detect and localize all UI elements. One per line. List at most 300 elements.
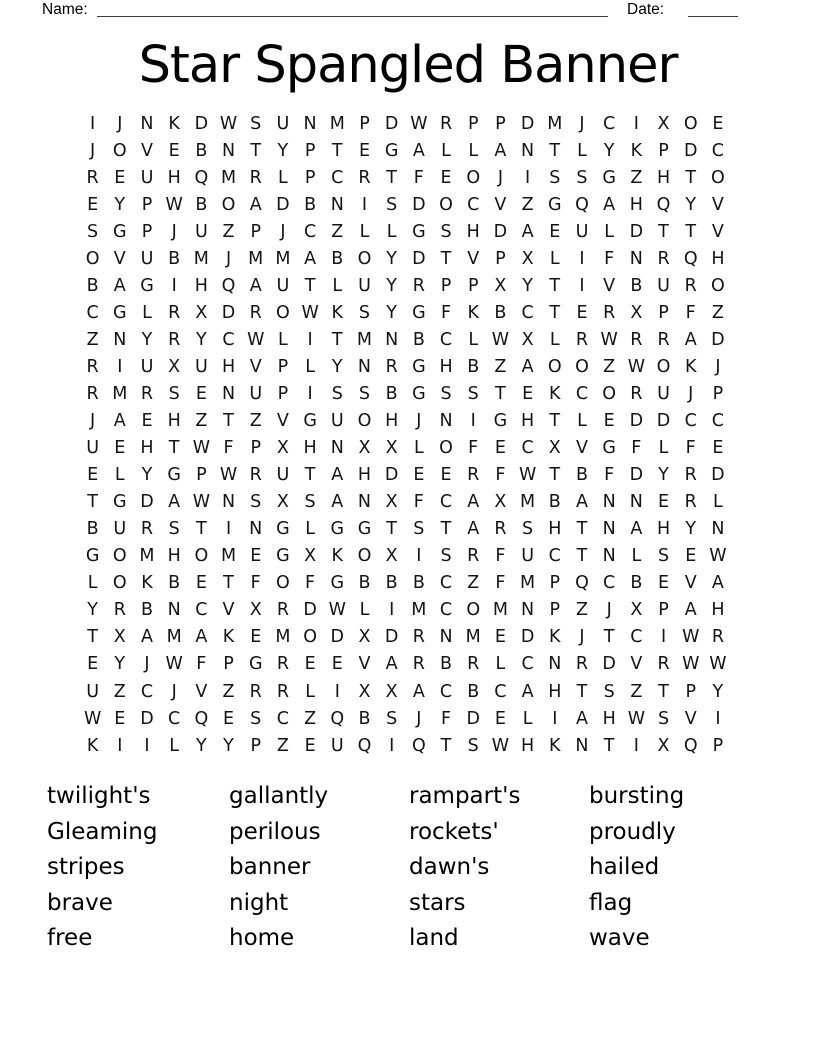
grid-cell: N (521, 140, 535, 161)
grid-cell: F (685, 438, 696, 459)
grid-cell: A (113, 275, 126, 296)
grid-cell: L (549, 248, 560, 269)
date-field-line[interactable] (688, 16, 738, 17)
word-list-item: perilous (229, 818, 321, 845)
grid-cell: W (410, 113, 428, 134)
grid-cell: A (630, 519, 643, 540)
grid-cell: S (304, 492, 316, 513)
grid-cell: H (548, 519, 562, 540)
grid-cell: C (195, 600, 208, 621)
grid-cell: R (684, 492, 697, 513)
page-title: Star Spangled Banner (138, 36, 678, 95)
word-list-item: dawn's (409, 854, 490, 881)
grid-cell: L (169, 735, 180, 756)
grid-cell: T (440, 248, 452, 269)
grid-cell: S (413, 519, 425, 540)
grid-cell: U (657, 383, 670, 404)
grid-cell: W (709, 546, 727, 567)
grid-cell: B (467, 356, 480, 377)
grid-cell: K (549, 735, 561, 756)
grid-cell: V (140, 140, 153, 161)
grid-cell: K (331, 302, 344, 323)
grid-cell: P (549, 600, 561, 621)
grid-cell: R (439, 113, 453, 134)
grid-cell: N (303, 113, 317, 134)
grid-cell: D (520, 627, 535, 648)
grid-cell: F (250, 573, 261, 594)
grid-cell: R (575, 654, 589, 675)
grid-cell: H (548, 681, 562, 702)
grid-cell: S (168, 519, 180, 540)
grid-cell: J (171, 681, 177, 702)
name-field-line[interactable] (97, 16, 608, 17)
grid-cell: K (86, 735, 99, 756)
grid-cell: P (658, 302, 669, 323)
grid-cell: Y (386, 248, 397, 269)
grid-cell: X (249, 600, 262, 621)
grid-cell: W (328, 600, 346, 621)
grid-cell: M (547, 113, 563, 134)
grid-cell: W (165, 194, 183, 215)
grid-cell: T (386, 167, 397, 188)
word-list-column-1 (47, 779, 157, 957)
grid-cell: G (85, 546, 100, 567)
grid-cell: G (412, 356, 426, 377)
grid-cell: T (658, 681, 669, 702)
grid-cell: Z (630, 681, 643, 702)
grid-cell: C (331, 167, 344, 188)
grid-cell: V (113, 248, 126, 269)
grid-cell: F (468, 438, 479, 459)
grid-cell: L (278, 167, 288, 188)
grid-cell: P (304, 140, 316, 161)
grid-cell: M (465, 627, 481, 648)
grid-cell: M (220, 167, 237, 188)
grid-cell: O (112, 140, 127, 161)
grid-cell: H (194, 275, 208, 296)
grid-cell: T (549, 275, 561, 296)
grid-cell: N (629, 248, 643, 269)
grid-cell: D (520, 113, 535, 134)
grid-cell: W (165, 654, 183, 675)
grid-cell: X (657, 113, 670, 134)
grid-cell: I (334, 681, 340, 702)
grid-cell: R (711, 627, 724, 648)
grid-cell: P (141, 194, 153, 215)
grid-cell: W (627, 356, 645, 377)
grid-cell: R (412, 627, 425, 648)
grid-cell: U (194, 356, 208, 377)
grid-cell: J (90, 411, 96, 432)
grid-cell: R (249, 302, 262, 323)
grid-cell: O (439, 194, 453, 215)
grid-cell: K (168, 113, 180, 134)
grid-cell: K (549, 383, 561, 404)
grid-cell: C (521, 654, 534, 675)
grid-cell: A (249, 194, 262, 215)
grid-cell: W (518, 465, 537, 486)
grid-cell: W (219, 113, 238, 134)
grid-cell: S (467, 383, 479, 404)
word-list-item: banner (229, 854, 311, 881)
grid-cell: K (331, 546, 344, 567)
grid-cell: P (685, 681, 696, 702)
grid-cell: U (276, 113, 290, 134)
grid-cell: Z (467, 573, 480, 594)
grid-cell: I (307, 329, 313, 350)
grid-cell: L (577, 140, 587, 161)
grid-cell: Z (86, 329, 99, 350)
grid-cell: D (412, 194, 426, 215)
grid-cell: B (140, 600, 153, 621)
grid-cell: Z (521, 194, 534, 215)
grid-cell: P (223, 654, 234, 675)
grid-cell: A (195, 627, 208, 648)
grid-cell: P (712, 383, 724, 404)
grid-cell: L (305, 519, 315, 540)
grid-cell: R (603, 302, 616, 323)
grid-cell: M (193, 248, 209, 269)
grid-cell: E (168, 140, 180, 161)
grid-cell: W (600, 329, 618, 350)
grid-cell: S (331, 383, 343, 404)
grid-cell: X (358, 627, 371, 648)
grid-cell: Z (222, 681, 235, 702)
grid-cell: A (711, 573, 724, 594)
grid-cell: X (276, 438, 289, 459)
grid-cell: H (167, 546, 181, 567)
word-list-item: flag (589, 889, 633, 916)
grid-cell: T (603, 735, 615, 756)
grid-cell: E (494, 627, 506, 648)
grid-cell: S (657, 708, 670, 729)
grid-cell: S (358, 302, 371, 323)
grid-cell: W (219, 465, 238, 486)
grid-cell: N (439, 411, 453, 432)
grid-cell: G (412, 221, 426, 242)
grid-cell: I (552, 708, 558, 729)
grid-cell: R (249, 167, 262, 188)
grid-cell: Q (683, 248, 698, 269)
grid-cell: N (140, 113, 154, 134)
grid-cell: D (140, 708, 154, 729)
grid-cell: O (439, 438, 453, 459)
grid-cell: D (629, 221, 644, 242)
grid-cell: W (491, 329, 510, 350)
grid-cell: U (330, 735, 344, 756)
grid-cell: X (385, 492, 398, 513)
grid-cell: Q (221, 275, 236, 296)
grid-cell: W (192, 438, 210, 459)
grid-cell: Q (411, 735, 426, 756)
grid-cell: W (247, 329, 265, 350)
grid-cell: A (249, 275, 262, 296)
grid-cell: A (684, 329, 697, 350)
grid-cell: E (114, 167, 126, 188)
grid-cell: W (83, 708, 102, 729)
grid-cell: Z (276, 735, 289, 756)
grid-cell: U (140, 356, 154, 377)
grid-cell: S (440, 383, 452, 404)
grid-cell: C (603, 573, 616, 594)
grid-cell: L (658, 438, 669, 459)
grid-cell: T (549, 302, 561, 323)
grid-cell: B (385, 573, 398, 594)
grid-cell: K (467, 302, 479, 323)
grid-cell: E (658, 492, 670, 513)
grid-cell: C (303, 221, 317, 242)
grid-cell: T (549, 411, 561, 432)
grid-cell: R (249, 465, 262, 486)
grid-cell: R (657, 248, 670, 269)
grid-cell: O (221, 194, 236, 215)
grid-cell: R (276, 654, 289, 675)
grid-cell: E (494, 438, 506, 459)
grid-cell: F (305, 573, 316, 594)
grid-cell: D (629, 465, 644, 486)
grid-cell: U (276, 275, 290, 296)
grid-cell: P (250, 735, 261, 756)
name-label: Name: (42, 1, 88, 18)
grid-cell: E (141, 411, 153, 432)
grid-cell: M (411, 600, 427, 621)
grid-cell: G (412, 302, 426, 323)
grid-cell: G (602, 167, 616, 188)
grid-cell: A (575, 492, 588, 513)
grid-cell: R (412, 654, 425, 675)
grid-cell: R (168, 329, 181, 350)
word-list-item: night (229, 889, 289, 916)
grid-cell: C (140, 681, 154, 702)
grid-cell: I (633, 735, 639, 756)
grid-cell: N (221, 140, 236, 161)
grid-cell: N (575, 735, 589, 756)
grid-cell: O (85, 248, 100, 269)
grid-cell: G (493, 411, 508, 432)
grid-cell: G (140, 275, 154, 296)
grid-cell: V (630, 654, 643, 675)
grid-cell: R (494, 519, 507, 540)
grid-cell: L (359, 221, 370, 242)
grid-cell: E (250, 627, 262, 648)
grid-cell: Y (685, 519, 697, 540)
grid-cell: J (715, 356, 721, 377)
grid-cell: E (331, 654, 343, 675)
grid-cell: H (167, 167, 181, 188)
grid-cell: B (331, 248, 344, 269)
grid-cell: T (549, 465, 561, 486)
grid-cell: I (579, 248, 585, 269)
grid-cell: R (113, 600, 126, 621)
grid-cell: R (86, 383, 99, 404)
grid-cell: S (250, 708, 262, 729)
grid-cell: X (385, 546, 398, 567)
grid-cell: R (140, 383, 154, 404)
word-list-item: hailed (589, 854, 660, 881)
grid-cell: L (604, 221, 615, 242)
grid-cell: H (711, 600, 725, 621)
grid-cell: R (630, 329, 643, 350)
grid-cell: O (357, 411, 372, 432)
grid-cell: G (113, 302, 127, 323)
grid-cell: O (656, 356, 671, 377)
grid-cell: B (630, 573, 643, 594)
grid-cell: O (602, 383, 617, 404)
grid-cell: H (140, 438, 154, 459)
grid-cell: E (304, 654, 316, 675)
grid-cell: H (439, 356, 453, 377)
grid-cell: O (276, 302, 290, 323)
grid-cell: T (87, 492, 98, 513)
grid-cell: L (495, 654, 506, 675)
grid-cell: V (222, 600, 235, 621)
grid-cell: Y (522, 275, 533, 296)
grid-cell: P (467, 275, 479, 296)
grid-cell: C (684, 411, 697, 432)
grid-cell: N (113, 329, 127, 350)
grid-cell: T (331, 140, 343, 161)
grid-cell: O (547, 356, 562, 377)
grid-cell: D (384, 465, 399, 486)
grid-cell: K (141, 573, 153, 594)
grid-cell: C (439, 329, 453, 350)
grid-cell: P (141, 221, 153, 242)
grid-cell: H (466, 221, 480, 242)
grid-cell: U (113, 519, 127, 540)
grid-cell: R (86, 167, 99, 188)
grid-cell: T (223, 573, 234, 594)
grid-cell: Q (194, 708, 209, 729)
grid-cell: E (250, 546, 262, 567)
grid-cell: T (576, 681, 588, 702)
grid-cell: B (86, 275, 99, 296)
grid-cell: Q (575, 194, 589, 215)
grid-cell: J (280, 221, 286, 242)
grid-cell: C (630, 627, 643, 648)
grid-cell: D (330, 627, 345, 648)
grid-cell: V (494, 194, 507, 215)
grid-cell: Y (331, 356, 343, 377)
grid-cell: C (439, 681, 453, 702)
grid-cell: R (249, 681, 262, 702)
grid-cell: M (520, 492, 536, 513)
grid-cell: P (495, 113, 506, 134)
grid-cell: R (657, 654, 670, 675)
grid-cell: L (413, 438, 424, 459)
grid-cell: D (711, 465, 725, 486)
grid-cell: E (304, 735, 316, 756)
grid-cell: D (683, 140, 698, 161)
grid-cell: G (167, 465, 181, 486)
grid-cell: B (358, 708, 371, 729)
grid-cell: Y (114, 194, 126, 215)
grid-cell: A (521, 356, 534, 377)
grid-cell: L (359, 600, 370, 621)
grid-cell: Y (141, 329, 153, 350)
grid-cell: C (467, 194, 480, 215)
grid-cell: X (548, 438, 561, 459)
grid-cell: F (223, 438, 234, 459)
grid-cell: O (194, 546, 209, 567)
grid-cell: E (440, 167, 452, 188)
grid-cell: C (521, 302, 534, 323)
grid-cell: Y (386, 302, 397, 323)
grid-cell: A (521, 221, 534, 242)
grid-cell: H (221, 356, 236, 377)
grid-cell: P (250, 438, 261, 459)
grid-cell: S (440, 546, 452, 567)
grid-cell: F (413, 492, 424, 513)
word-list-item: Gleaming (47, 818, 158, 845)
grid-cell: S (522, 519, 534, 540)
grid-cell: X (358, 438, 371, 459)
grid-cell: J (416, 411, 422, 432)
grid-cell: Q (330, 708, 345, 729)
grid-cell: K (549, 627, 561, 648)
grid-cell: J (579, 113, 585, 134)
grid-cell: U (521, 546, 534, 567)
grid-cell: T (331, 329, 343, 350)
grid-cell: A (575, 708, 588, 729)
grid-cell: D (384, 113, 399, 134)
grid-cell: T (576, 519, 588, 540)
grid-cell: O (711, 167, 725, 188)
grid-cell: N (167, 600, 181, 621)
grid-cell: V (276, 411, 289, 432)
grid-cell: S (250, 113, 262, 134)
grid-cell: L (631, 546, 642, 567)
grid-cell: X (630, 600, 643, 621)
grid-cell: U (657, 275, 670, 296)
grid-cell: C (603, 113, 616, 134)
grid-cell: R (140, 519, 154, 540)
grid-cell: Q (683, 735, 698, 756)
grid-cell: I (715, 708, 721, 729)
grid-cell: S (168, 383, 180, 404)
grid-cell: Y (658, 465, 669, 486)
grid-cell: N (439, 627, 453, 648)
grid-cell: C (439, 573, 453, 594)
grid-cell: Z (222, 221, 235, 242)
grid-cell: P (277, 356, 289, 377)
grid-cell: Z (630, 167, 643, 188)
grid-cell: E (658, 573, 670, 594)
grid-cell: P (658, 600, 669, 621)
grid-cell: U (330, 411, 344, 432)
grid-cell: L (577, 411, 587, 432)
grid-cell: U (358, 275, 371, 296)
word-list-item: rampart's (409, 783, 521, 809)
grid-cell: C (711, 411, 725, 432)
grid-cell: E (87, 654, 99, 675)
grid-cell: I (117, 735, 123, 756)
grid-cell: A (467, 492, 480, 513)
grid-cell: I (389, 735, 395, 756)
grid-cell: F (440, 708, 452, 729)
grid-cell: I (525, 167, 531, 188)
grid-cell: I (90, 113, 96, 134)
grid-cell: E (413, 465, 425, 486)
grid-cell: H (656, 519, 671, 540)
grid-cell: T (250, 140, 262, 161)
grid-cell: M (112, 383, 128, 404)
word-list-item: land (409, 925, 459, 952)
grid-cell: J (416, 708, 422, 729)
grid-cell: H (602, 708, 616, 729)
grid-cell: L (87, 573, 98, 594)
grid-cell: H (521, 735, 535, 756)
grid-cell: N (602, 546, 616, 567)
